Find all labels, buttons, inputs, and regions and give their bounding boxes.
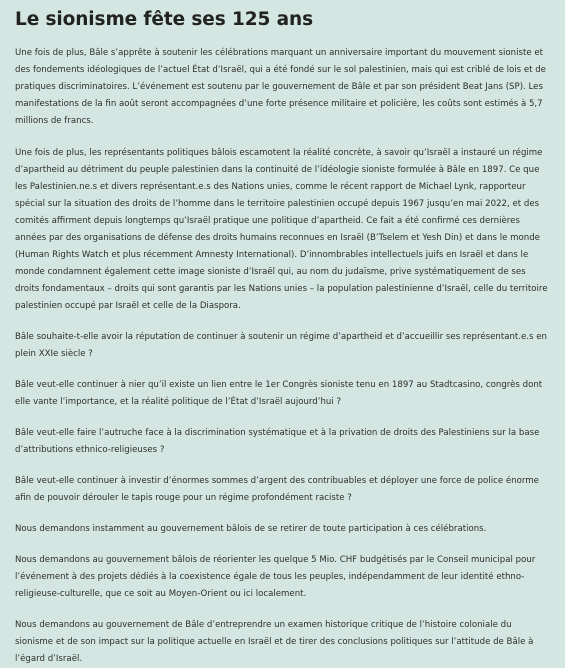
article-paragraph-demand-withdraw: Nous demandons instamment au gouvernement bâlois de se retirer de toute participation à ces célébrations. (15, 524, 487, 534)
article-paragraph-demand-review: Nous demandons au gouvernement de Bâle d’entreprendre un examen historique critique de l’histoire coloniale du sionisme et de son impact sur la politique actuelle en Israël et de tirer des conclusions politiques sur l’attitude de Bâle à l’égard d’Israël. (15, 620, 534, 664)
article-paragraph-question-congress: Bâle veut-elle continuer à nier qu’il existe un lien entre le 1er Congrès sioniste tenu en 1897 au Stadtcasino, congrès dont elle vante l’importance, et la réalité politique de l’État d’Israël aujourd’hui ? (15, 380, 543, 407)
article-paragraph-intro: Une fois de plus, Bâle s’apprête à soutenir les célébrations marquant un anniversaire important du mouvement sioniste et des fondements idéologiques de l’actuel État d’Israël, qui a été fondé sur le sol palestinien, mais qui est criblé de lois et de pratiques discriminatoires. L’événement est soutenu par le gouvernement de Bâle et par son président Beat Jans (SP). Les manifestations de la fin août seront accompagnées d’une forte présence militaire et policière, les coûts sont estimés à 5,7 millions de francs. (15, 48, 546, 126)
article-title: Le sionisme fête ses 125 ans (15, 9, 313, 30)
article-paragraph-question-police: Bâle veut-elle continuer à investir d’énormes sommes d’argent des contribuables et déployer une force de police énorme afin de pouvoir dérouler le tapis rouge pour un régime profondément raciste ? (15, 476, 539, 503)
article-paragraph-apartheid: Une fois de plus, les représentants politiques bâlois escamotent la réalité concrète, à savoir qu’Israël a instauré un régime d’apartheid au détriment du peuple palestinien dans la continuité de l’idéologie sioniste formulée à Bâle en 1897. Ce que les Palestinien.ne.s et divers représentant.e.s des Nations unies, comme le récent rapport de Michael Lynk, rapporteur spécial sur la situation des droits de l’homme dans le territoire palestinien occupé depuis 1967 jusqu’en mai 2022, et des comités affirment depuis longtemps qu’Israël pratique une politique d’apartheid. Ce fait a été confirmé ces dernières années par des organisations de défense des droits humains reconnues en Israël (B’Tselem et Yesh Din) et dans le monde (Human Rights Watch et plus récemment Amnesty International). D’innombrables intellectuels juifs en Israël et dans le monde condamnent également cette image sioniste d’Israël qui, au nom du judaïsme, prive systématiquement de ses droits fondamentaux – droits qui sont garantis par les Nations unies – la population palestinienne d’Israël, celle du territoire palestinien occupé par Israël et celle de la Diaspora. (15, 148, 548, 311)
article-paragraph-question-reputation: Bâle souhaite-t-elle avoir la réputation de continuer à soutenir un régime d’apartheid et d’accueillir ses représentant.e.s en plein XXIe siècle ? (15, 332, 547, 359)
article-paragraph-question-discrimination: Bâle veut-elle faire l’autruche face à la discrimination systématique et à la privation de droits des Palestiniens sur la base d’attributions ethnico-religieuses ? (15, 428, 540, 455)
article-paragraph-demand-reallocate: Nous demandons au gouvernement bâlois de réorienter les quelque 5 Mio. CHF budgétisés par le Conseil municipal pour l’événement à des projets dédiés à la coexistence égale de tous les peuples, indépendamment de leur identité ethno-religieuse-culturelle, que ce soit au Moyen-Orient ou ici localement. (15, 555, 536, 599)
